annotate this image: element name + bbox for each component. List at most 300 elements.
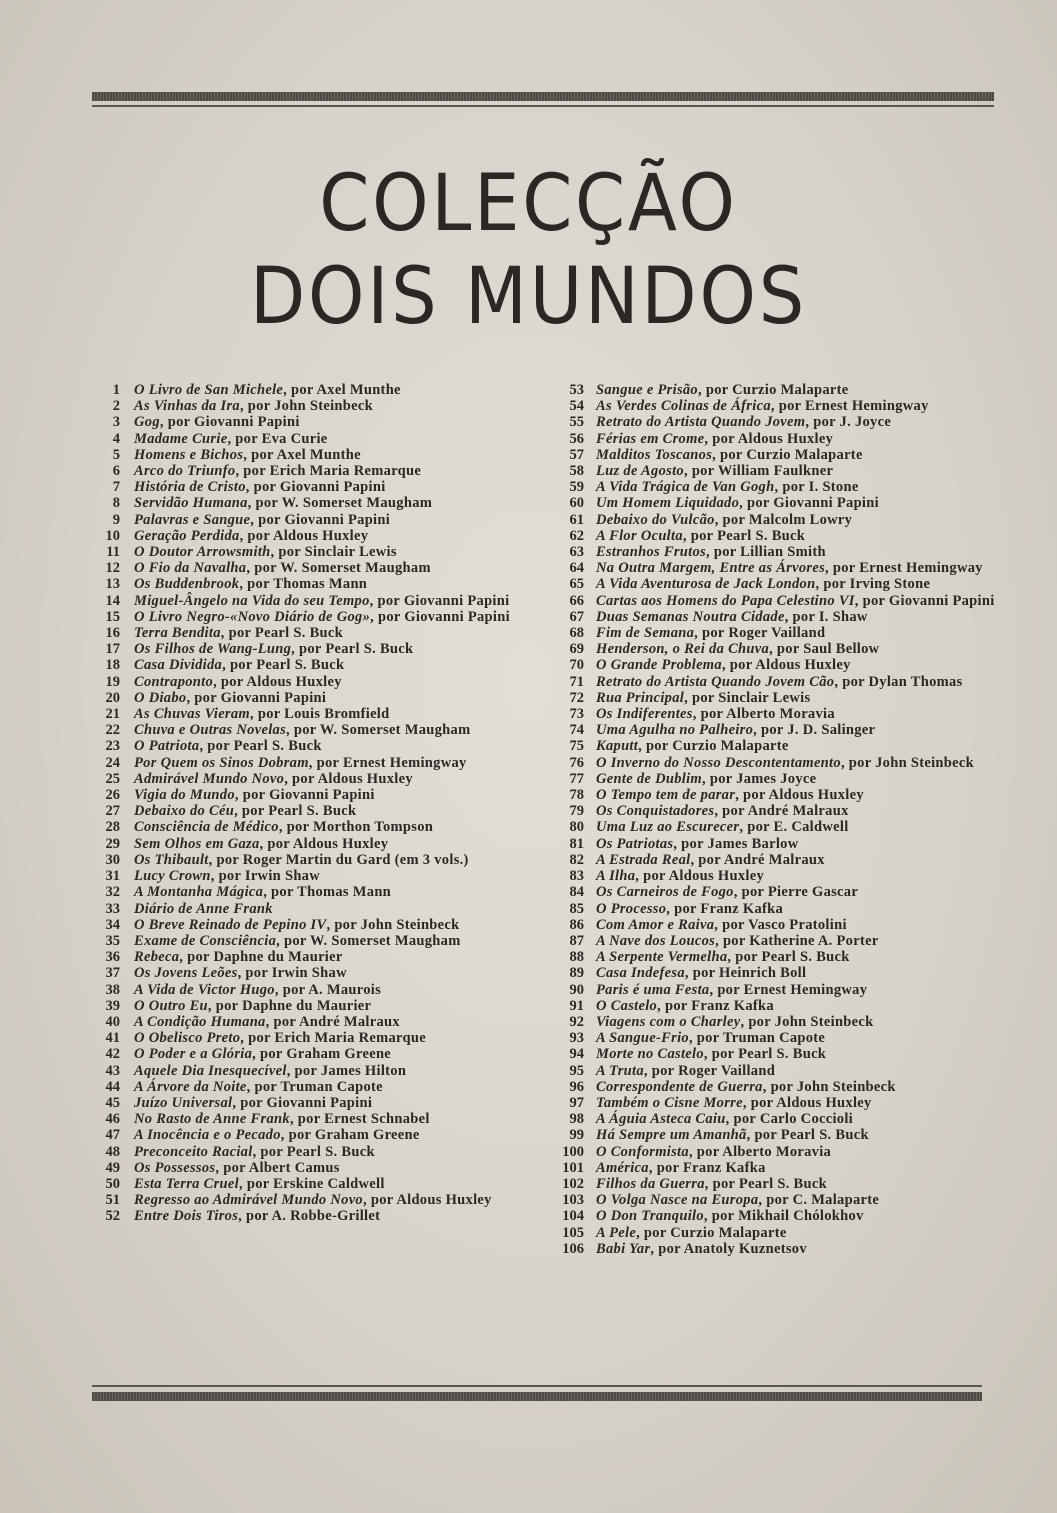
catalog-entry — [558, 706, 998, 722]
entry-text — [134, 495, 525, 511]
entry-number: 55 — [569, 414, 584, 431]
entry-author: , por Lillian Smith — [705, 544, 826, 561]
catalog-entry — [100, 836, 525, 852]
entry-text — [596, 431, 998, 447]
entry-number: 83 — [569, 868, 584, 885]
entry-title: A Estrada Real — [596, 851, 691, 868]
entry-title: A Flor Oculta — [596, 527, 683, 544]
entry-title: Casa Indefesa — [596, 965, 685, 982]
entry-title: O Poder e a Glória — [134, 1046, 253, 1063]
entry-number: 1 — [112, 382, 120, 398]
entry-title: Com Amor e Raiva — [596, 916, 715, 933]
entry-text — [134, 803, 525, 819]
entry-author: , por Giovanni Papini — [159, 414, 300, 431]
entry-text — [134, 1030, 525, 1046]
catalog-entry — [100, 852, 525, 868]
entry-number: 29 — [105, 835, 120, 852]
entry-text — [596, 706, 998, 722]
entry-title: A Truta — [596, 1062, 644, 1079]
entry-title: A Nave dos Loucos — [596, 932, 716, 949]
catalog-entry — [558, 674, 998, 690]
catalog-entry — [100, 447, 525, 463]
entry-number: 53 — [569, 382, 584, 398]
entry-text — [134, 447, 525, 463]
catalog-entry — [558, 479, 998, 495]
catalog-entry — [558, 1111, 998, 1127]
catalog-entry — [100, 1095, 525, 1111]
entry-author: , por Pearl S. Buck — [746, 1127, 869, 1144]
entry-text — [134, 917, 525, 933]
entry-text — [596, 836, 998, 852]
entry-title: A Montanha Mágica — [134, 884, 264, 901]
entry-text — [134, 722, 525, 738]
catalog-entry — [100, 382, 525, 398]
entry-number: 14 — [105, 592, 120, 609]
entry-title: O Grande Problema — [596, 657, 722, 674]
entry-text — [596, 738, 998, 754]
entry-number: 11 — [106, 544, 120, 561]
entry-author: , por A. Robbe-Grillet — [238, 1208, 381, 1225]
entry-title: Sem Olhos em Gaza — [134, 835, 260, 852]
entry-number: 69 — [569, 641, 584, 658]
entry-author: , por Ernest Schnabel — [289, 1111, 430, 1128]
entry-title: Paris é uma Festa — [596, 981, 710, 998]
entry-title: Um Homem Liquidado — [596, 495, 740, 512]
entry-author: , por Mikhail Chólokhov — [703, 1208, 864, 1225]
entry-number: 57 — [569, 446, 584, 463]
entry-number: 60 — [569, 495, 584, 512]
entry-number: 12 — [105, 560, 120, 577]
entry-number: 13 — [105, 576, 120, 593]
entry-number: 81 — [569, 835, 584, 852]
catalog-entry — [558, 382, 998, 398]
entry-title: As Chuvas Vieram — [134, 706, 250, 723]
entry-number: 90 — [569, 981, 584, 998]
catalog-entry — [558, 917, 998, 933]
catalog-entry — [100, 1111, 525, 1127]
entry-number: 52 — [105, 1208, 120, 1225]
catalog-entry — [558, 836, 998, 852]
entry-author: , por Ernest Hemingway — [308, 754, 467, 771]
entry-number: 61 — [569, 511, 584, 528]
entry-number: 49 — [105, 1159, 120, 1176]
entry-author: , por W. Somerset Maugham — [246, 560, 431, 577]
entry-author: , por Giovanni Papini — [234, 787, 375, 804]
entry-author: , por Dylan Thomas — [834, 673, 963, 690]
entry-text — [134, 1095, 525, 1111]
entry-number: 71 — [569, 673, 584, 690]
entry-title: Os Buddenbrook — [134, 576, 240, 593]
entry-text — [596, 852, 998, 868]
entry-author: , por Aldous Huxley — [284, 770, 413, 787]
entry-title: O Patriota — [134, 738, 200, 755]
catalog-entry — [100, 819, 525, 835]
catalog-entry — [100, 884, 525, 900]
entry-title: Férias em Crome — [596, 430, 705, 447]
catalog-entry — [558, 1095, 998, 1111]
catalog-entry — [100, 544, 525, 560]
entry-number: 74 — [569, 722, 584, 739]
catalog-entry — [100, 982, 525, 998]
entry-title: O Breve Reinado de Pepino IV — [134, 916, 327, 933]
catalog-entry — [558, 414, 998, 430]
entry-number: 27 — [105, 803, 120, 820]
catalog-entry — [100, 998, 525, 1014]
entry-text — [596, 528, 998, 544]
entry-text — [134, 998, 525, 1014]
catalog-entry — [100, 690, 525, 706]
catalog-entry — [558, 398, 998, 414]
entry-text — [134, 901, 525, 917]
entry-text — [596, 1192, 998, 1208]
catalog-entry — [558, 1046, 998, 1062]
entry-text — [134, 884, 525, 900]
entry-text — [596, 382, 998, 398]
entry-number: 25 — [105, 770, 120, 787]
entry-author: , por Franz Kafka — [666, 900, 784, 917]
catalog-entry — [100, 560, 525, 576]
entry-number: 39 — [105, 997, 120, 1014]
entry-author: , por Pearl S. Buck — [727, 949, 850, 966]
entry-number: 45 — [105, 1094, 120, 1111]
entry-text — [596, 917, 998, 933]
entry-title: O Doutor Arrowsmith — [134, 544, 271, 561]
catalog-entry — [558, 852, 998, 868]
entry-text — [596, 819, 998, 835]
entry-number: 42 — [105, 1046, 120, 1063]
entry-number: 56 — [569, 430, 584, 447]
entry-number: 91 — [569, 997, 584, 1014]
entry-text — [596, 576, 998, 592]
entry-author: , por Franz Kafka — [657, 997, 774, 1014]
entry-text — [596, 641, 998, 657]
entry-author: , por Aldous Huxley — [259, 835, 389, 852]
entry-title: Os Filhos de Wang-Lung — [134, 641, 292, 658]
catalog-entry — [100, 787, 525, 803]
catalog-entry — [100, 965, 525, 981]
catalog-entry — [100, 1144, 525, 1160]
entry-number: 38 — [105, 981, 120, 998]
catalog-entry — [100, 1063, 525, 1079]
entry-author: , por Ernest Hemingway — [825, 560, 983, 577]
entry-text — [134, 819, 525, 835]
entry-number: 21 — [105, 706, 120, 723]
entry-text — [134, 706, 525, 722]
entry-text — [596, 1095, 998, 1111]
entry-title: Palavras e Sangue — [134, 511, 251, 528]
catalog-entry — [558, 1079, 998, 1095]
bottom-rule-thick — [92, 1392, 982, 1401]
catalog-entry — [100, 479, 525, 495]
entry-text — [596, 479, 998, 495]
entry-text — [596, 787, 998, 803]
entry-author: , por Katherine A. Porter — [715, 932, 879, 949]
entry-title: As Verdes Colinas de África — [596, 398, 771, 415]
entry-text — [134, 1160, 525, 1176]
catalog-entry — [558, 1063, 998, 1079]
entry-number: 40 — [105, 1013, 120, 1030]
catalog-entry — [100, 1046, 525, 1062]
entry-title: Juízo Universal — [134, 1094, 233, 1111]
catalog-entry — [558, 803, 998, 819]
entry-title: Geração Perdida — [134, 527, 240, 544]
entry-author: , por Vasco Pratolini — [714, 916, 847, 933]
entry-author: , por W. Somerset Maugham — [286, 722, 471, 739]
entry-text — [596, 998, 998, 1014]
title-list-left-column — [100, 382, 525, 1225]
catalog-entry — [558, 447, 998, 463]
catalog-entry — [558, 738, 998, 754]
entry-title: O Processo — [596, 900, 667, 917]
entry-author: , por André Malraux — [265, 1013, 400, 1030]
entry-title: Esta Terra Cruel — [134, 1175, 239, 1192]
entry-text — [596, 1046, 998, 1062]
catalog-entry — [100, 495, 525, 511]
entry-title: Os Thibault — [134, 851, 209, 868]
entry-author: , por Curzio Malaparte — [636, 1224, 787, 1241]
catalog-entry — [100, 901, 525, 917]
catalog-entry — [100, 512, 525, 528]
entry-title: Os Conquistadores — [596, 803, 715, 820]
entry-author: , por Aldous Huxley — [735, 787, 864, 804]
entry-title: A Inocência e o Pecado — [134, 1127, 281, 1144]
entry-text — [596, 1208, 998, 1224]
entry-author: , por Saul Bellow — [769, 641, 880, 658]
entry-number: 6 — [112, 463, 120, 480]
entry-title: Duas Semanas Noutra Cidade — [596, 608, 785, 625]
catalog-entry — [100, 771, 525, 787]
entry-number: 58 — [569, 463, 584, 480]
entry-title: Correspondente de Guerra — [596, 1078, 763, 1095]
catalog-entry — [558, 463, 998, 479]
entry-title: O Castelo — [596, 997, 658, 1014]
entry-number: 86 — [569, 916, 584, 933]
catalog-entry — [558, 1192, 998, 1208]
entry-title: Vigia do Mundo — [134, 787, 235, 804]
catalog-entry — [100, 1176, 525, 1192]
entry-text — [134, 836, 525, 852]
entry-title: Fim de Semana — [596, 625, 695, 642]
entry-author: , por Pearl S. Buck — [703, 1046, 827, 1063]
entry-number: 98 — [569, 1111, 584, 1128]
entry-author: , por Graham Greene — [252, 1046, 392, 1063]
entry-title: História de Cristo — [134, 479, 246, 496]
catalog-entry — [100, 398, 525, 414]
entry-author: , por Giovanni Papini — [370, 608, 510, 625]
entry-number: 31 — [105, 868, 120, 885]
catalog-entry — [100, 674, 525, 690]
entry-title: Uma Luz ao Escurecer — [596, 819, 740, 836]
entry-number: 37 — [105, 965, 120, 982]
catalog-entry — [558, 1030, 998, 1046]
entry-title: Terra Bendita — [134, 625, 221, 642]
entry-title: A Vida Aventurosa de Jack London — [596, 576, 816, 593]
entry-author: , por John Steinbeck — [740, 1013, 874, 1030]
entry-text — [596, 560, 998, 576]
entry-number: 73 — [569, 706, 584, 723]
entry-number: 7 — [112, 479, 120, 496]
entry-title: Aquele Dia Inesquecível — [134, 1062, 287, 1079]
entry-author: , por W. Somerset Maugham — [247, 495, 433, 512]
entry-author: , por John Steinbeck — [239, 398, 373, 415]
entry-author: , por Pearl S. Buck — [252, 1143, 375, 1160]
entry-author: , por Aldous Huxley — [635, 868, 765, 885]
entry-number: 22 — [105, 722, 120, 739]
entry-text — [134, 933, 525, 949]
entry-number: 72 — [569, 689, 584, 706]
entry-author: , por John Steinbeck — [840, 754, 974, 771]
top-rule — [92, 92, 994, 107]
entry-author: , por W. Somerset Maugham — [276, 932, 461, 949]
entry-title: Cartas aos Homens do Papa Celestino VI — [596, 592, 855, 609]
top-rule-thick — [92, 92, 994, 101]
entry-number: 34 — [105, 916, 120, 933]
entry-text — [596, 722, 998, 738]
entry-title: Arco do Triunfo — [134, 463, 236, 480]
catalog-entry — [558, 933, 998, 949]
entry-author: , por Giovanni Papini — [232, 1094, 373, 1111]
catalog-entry — [558, 722, 998, 738]
entry-number: 41 — [105, 1030, 120, 1047]
entry-title: Estranhos Frutos — [596, 544, 706, 561]
entry-title: Preconceito Racial — [134, 1143, 253, 1160]
entry-author: , por Aldous Huxley — [721, 657, 851, 674]
entry-text — [134, 609, 525, 625]
entry-author: , por Giovanni Papini — [250, 511, 391, 528]
entry-author: , por James Barlow — [673, 835, 799, 852]
entry-text — [596, 1127, 998, 1143]
entry-title: Filhos da Guerra — [596, 1175, 705, 1192]
entry-number: 88 — [569, 949, 584, 966]
entry-author: , por Aldous Huxley — [742, 1094, 872, 1111]
entry-author: , por Pearl S. Buck — [220, 625, 344, 642]
entry-text — [134, 1046, 525, 1062]
entry-author: , por Sinclair Lewis — [684, 689, 811, 706]
entry-number: 99 — [569, 1127, 584, 1144]
catalog-entry — [558, 1160, 998, 1176]
entry-number: 4 — [112, 430, 120, 447]
entry-text — [134, 593, 525, 609]
entry-number: 96 — [569, 1078, 584, 1095]
entry-text — [134, 690, 525, 706]
entry-title: Por Quem os Sinos Dobram — [134, 754, 309, 771]
entry-title: Também o Cisne Morre — [596, 1094, 743, 1111]
entry-author: , por Alberto Moravia — [692, 706, 835, 723]
entry-number: 85 — [569, 900, 584, 917]
entry-author: , por Giovanni Papini — [245, 479, 386, 496]
catalog-entry — [100, 722, 525, 738]
entry-author: , por E. Caldwell — [739, 819, 849, 836]
entry-author: , por Pearl S. Buck — [199, 738, 322, 755]
entry-number: 30 — [105, 851, 120, 868]
entry-number: 93 — [569, 1030, 584, 1047]
entry-title: Admirável Mundo Novo — [134, 770, 285, 787]
entry-text — [134, 949, 525, 965]
entry-title: O Diabo — [134, 689, 187, 706]
entry-title: O Livro de San Michele — [134, 382, 284, 398]
entry-text — [134, 1208, 525, 1224]
catalog-entry — [558, 965, 998, 981]
entry-author: , por Thomas Mann — [263, 884, 392, 901]
entry-author: , por Albert Camus — [215, 1159, 340, 1176]
entry-number: 106 — [562, 1240, 584, 1257]
entry-number: 54 — [569, 398, 584, 415]
entry-title: Malditos Toscanos — [596, 446, 713, 463]
catalog-entry — [100, 933, 525, 949]
catalog-entry — [100, 706, 525, 722]
entry-author: , por J. D. Salinger — [753, 722, 876, 739]
entry-title: Henderson, o Rei da Chuva — [596, 641, 770, 658]
entry-title: A Serpente Vermelha — [596, 949, 728, 966]
entry-number: 103 — [562, 1192, 584, 1209]
entry-author: , por Aldous Huxley — [239, 527, 369, 544]
entry-author: , por Roger Vailland — [694, 625, 826, 642]
entry-title: Kaputt — [596, 738, 639, 755]
entry-author: , por Erskine Caldwell — [238, 1175, 385, 1192]
entry-number: 26 — [105, 787, 120, 804]
entry-number: 78 — [569, 787, 584, 804]
entry-text — [596, 868, 998, 884]
entry-author: , por Pearl S. Buck — [291, 641, 414, 658]
entry-text — [134, 1192, 525, 1208]
entry-number: 105 — [562, 1224, 584, 1241]
entry-title: Consciência de Médico — [134, 819, 279, 836]
entry-title: Babi Yar — [596, 1240, 651, 1257]
entry-title: Morte no Castelo — [596, 1046, 704, 1063]
catalog-entry — [100, 1192, 525, 1208]
entry-number: 75 — [569, 738, 584, 755]
entry-author: , por Franz Kafka — [648, 1159, 766, 1176]
entry-text — [596, 1030, 998, 1046]
catalog-entry — [558, 982, 998, 998]
entry-title: A Águia Asteca Caiu — [596, 1111, 726, 1128]
entry-number: 35 — [105, 932, 120, 949]
entry-text — [134, 576, 525, 592]
entry-title: Os Carneiros de Fogo — [596, 884, 734, 901]
entry-number: 104 — [562, 1208, 584, 1225]
entry-title: O Conformista — [596, 1143, 689, 1160]
entry-author: , por William Faulkner — [683, 463, 834, 480]
entry-number: 19 — [105, 673, 120, 690]
entry-text — [134, 1127, 525, 1143]
entry-text — [134, 414, 525, 430]
catalog-entry — [558, 787, 998, 803]
entry-author: , por Curzio Malaparte — [712, 446, 863, 463]
entry-title: Casa Dividida — [134, 657, 223, 674]
entry-author: , por John Steinbeck — [762, 1078, 896, 1095]
catalog-entry — [558, 884, 998, 900]
entry-author: , por Eva Curie — [227, 430, 328, 447]
entry-author: , por Morthon Tompson — [278, 819, 434, 836]
entry-author: , por Aldous Huxley — [704, 430, 834, 447]
entry-title: Retrato do Artista Quando Jovem — [596, 414, 806, 431]
entry-text — [596, 982, 998, 998]
catalog-entry — [558, 495, 998, 511]
entry-number: 23 — [105, 738, 120, 755]
entry-text — [596, 463, 998, 479]
entry-number: 97 — [569, 1094, 584, 1111]
title-list-right-column — [558, 382, 998, 1257]
catalog-entry — [100, 576, 525, 592]
entry-text — [134, 1063, 525, 1079]
catalog-entry — [100, 593, 525, 609]
entry-number: 100 — [562, 1143, 584, 1160]
entry-title: Gog — [134, 414, 160, 431]
entry-text — [134, 431, 525, 447]
entry-author: , por Irwin Shaw — [210, 868, 320, 885]
entry-text — [596, 755, 998, 771]
entry-text — [134, 738, 525, 754]
